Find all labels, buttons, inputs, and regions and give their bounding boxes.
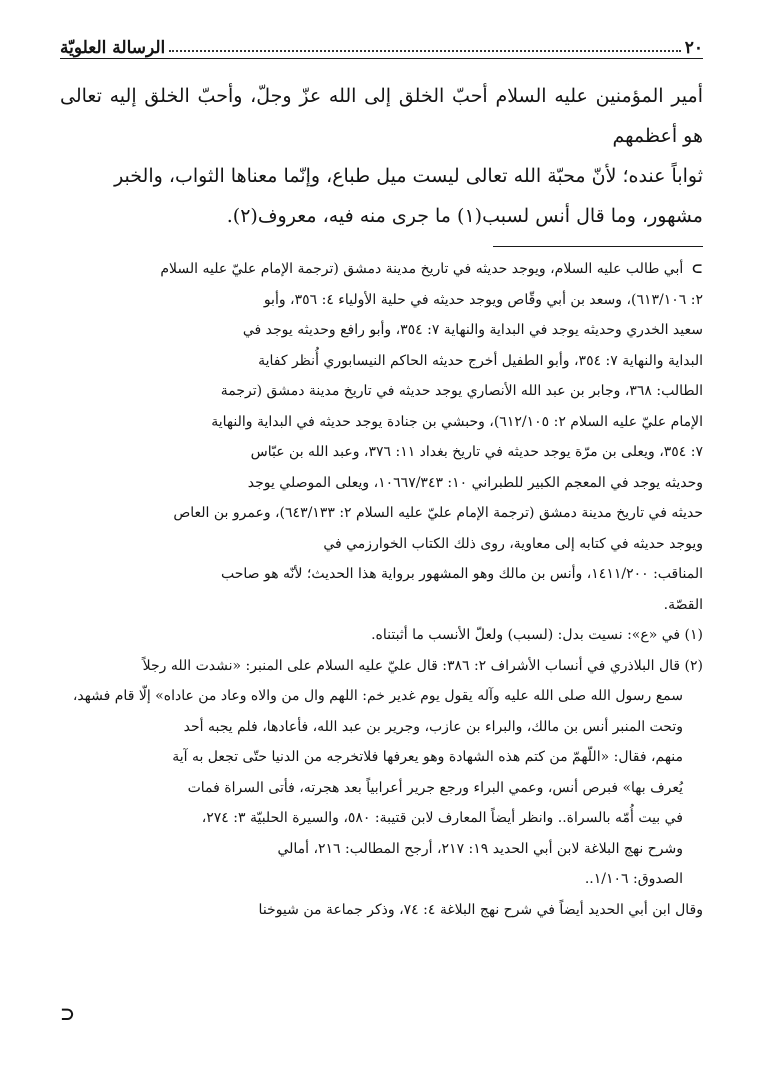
- footnote-2-body: [60, 681, 703, 895]
- main-text-line: ثواباً عنده؛ لأنّ محبّة الله تعالى ليست ميل طباع، وإنّما معناها الثواب، والخبر: [114, 165, 703, 187]
- main-text: [60, 76, 703, 236]
- footnote-line: وتحت المنبر أنس بن مالك، والبراء بن عازب، وجرير بن عبد الله، فأعادها، فلم يجبه أحد: [183, 718, 683, 735]
- footnotes: [60, 254, 703, 925]
- running-header: [60, 30, 703, 59]
- main-text-line: مشهور، وما قال أنس لسبب(١) ما جرى منه فيه، معروف(٢).: [226, 205, 703, 227]
- continues-next-page-icon: ⊂: [60, 1004, 76, 1025]
- footnote-line: حديثه في تاريخ مدينة دمشق (ترجمة الإمام عليّ عليه السلام ٢: ٦٤٣/١٣٣)، وعمرو بن العاص: [173, 505, 703, 521]
- footnote-line: الإمام عليّ عليه السلام ٢: ٦١٢/١٠٥)، وحبشي بن جنادة يوجد حديثه في البداية والنهاية: [211, 413, 703, 430]
- footnote-line: سعيد الخدري وحديثه يوجد في البداية والنهاية ٧: ٣٥٤، وأبو رافع وحديثه يوجد في: [242, 322, 703, 338]
- footnote-line: ٢: ٦١٣/١٠٦)، وسعد بن أبي وقّاص ويوجد حديثه في حلية الأولياء ٤: ٣٥٦، وأبو: [263, 291, 703, 308]
- footnote-line: سمع رسول الله صلى الله عليه وآله يقول يوم غدير خم: اللهم وال من والاه وعاد من عاداه» إلّا قام فشهد،: [72, 688, 683, 704]
- footnote-line: وحديثه يوجد في المعجم الكبير للطبراني ١٠: ١٠٦٦٧/٣٤٣، ويعلى الموصلي يوجد: [247, 474, 703, 491]
- footnote-1: (١) في «ع»: نسيت بدل: (لسبب) ولعلّ الأنسب ما أثبتناه.: [371, 627, 703, 643]
- footnote-line: الطالب: ٣٦٨، وجابر بن عبد الله الأنصاري يوجد حديثه في تاريخ مدينة دمشق (ترجمة: [220, 383, 703, 399]
- page-number: ٢٠: [684, 38, 703, 58]
- footnote-line: في بيت أُمّه بالسراة.. وانظر أيضاً المعارف لابن قتيبة: ٥٨٠، والسيرة الحلبيّة ٣: ٢٧٤،: [201, 810, 683, 826]
- footnote-separator: [493, 246, 703, 247]
- footnote-2: [60, 651, 703, 926]
- footnote-line: القصّة.: [663, 596, 703, 613]
- continued-from-previous-icon: ⊃: [691, 261, 703, 277]
- book-title: الرسالة العلويّة: [60, 38, 166, 58]
- footnote-line: يُعرف بها» فبرص أنس، وعمي البراء ورجع جرير أعرابياً بعد هجرته، فأتى السراة فمات: [187, 779, 683, 796]
- footnote-line: الصدوق: ١/١٠٦..: [584, 871, 683, 887]
- footnote-line: (٢) قال البلاذري في أنساب الأشراف ٢: ٣٨٦: قال عليّ عليه السلام على المنبر: «نشدت الله رجلاً: [142, 657, 703, 674]
- footnote-line: المناقب: ١٤١١/٢٠٠، وأنس بن مالك وهو المشهور برواية هذا الحديث؛ لأنّه هو صاحب: [220, 566, 703, 582]
- footnote-line: منهم، فقال: «اللّهمّ من كتم هذه الشهادة وهو يعرفها فلاتخرجه من الدنيا حتّى تجعل به آية: [172, 749, 683, 765]
- footnote-line: ٧: ٣٥٤، ويعلى بن مرّة يوجد حديثه في تاريخ بغداد ١١: ٣٧٦، وعبد الله بن عبّاس: [250, 444, 703, 460]
- continued-footnote: [60, 254, 703, 620]
- main-text-line: أمير المؤمنين عليه السلام أحبّ الخلق إلى الله عزّ وجلّ، وأحبّ الخلق إليه تعالى هو أعظمهم: [60, 85, 703, 147]
- footnote-line-text: أبي طالب عليه السلام، ويوجد حديثه في تاريخ مدينة دمشق (ترجمة الإمام عليّ عليه السلام: [160, 261, 684, 277]
- footnote-line: البداية والنهاية ٧: ٣٥٤، وأبو الطفيل أخرج حديثه الحاكم النيسابوري أُنظر كفاية: [258, 352, 703, 369]
- header-leader-dots: [169, 50, 680, 52]
- footnote-line: [60, 254, 703, 285]
- footnote-line: ويوجد حديثه في كتابه إلى معاوية، روى ذلك الكتاب الخوارزمي في: [323, 535, 703, 552]
- footnote-line: وشرح نهج البلاغة لابن أبي الحديد ١٩: ٢١٧، أرجح المطالب: ٢١٦، أمالي: [277, 840, 683, 857]
- footnote-line: وقال ابن أبي الحديد أيضاً في شرح نهج البلاغة ٤: ٧٤، وذكر جماعة من شيوخنا: [258, 901, 703, 918]
